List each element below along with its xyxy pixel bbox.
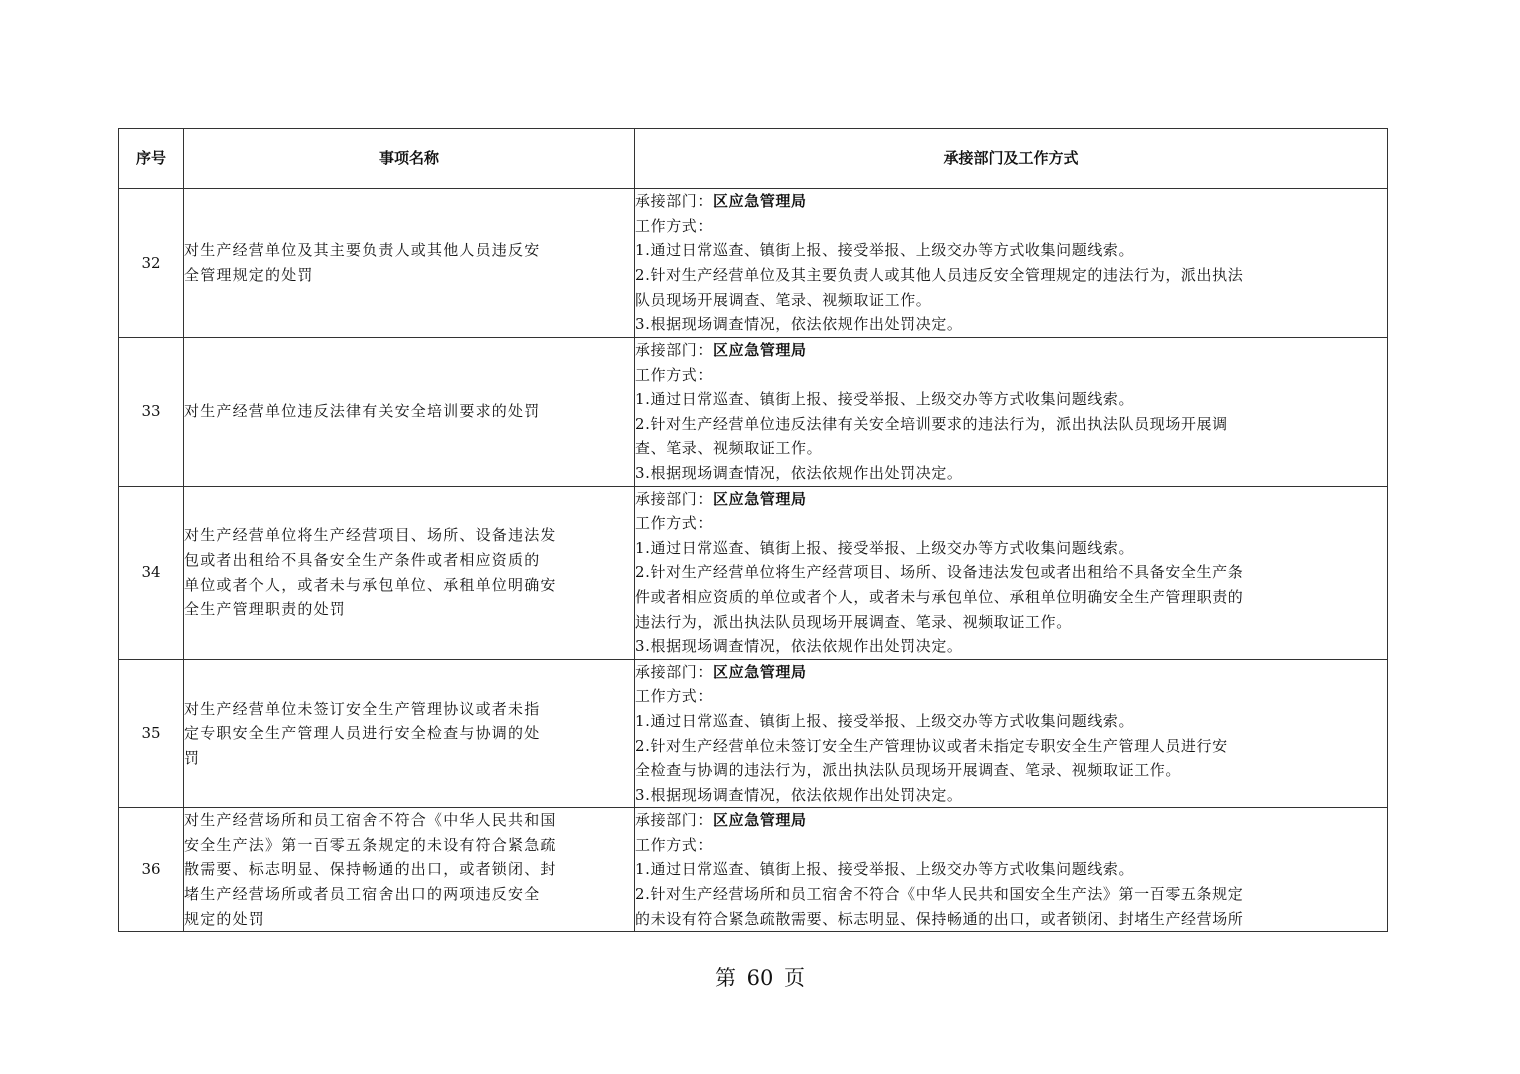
method-line: 工作方式：	[635, 365, 714, 384]
row-name	[184, 338, 635, 487]
method-line: 1.通过日常巡查、镇街上报、接受举报、上级交办等方式收集问题线索。	[635, 390, 1135, 409]
method-line: 违法行为，派出执法队员现场开展调查、笔录、视频取证工作。	[635, 612, 1072, 631]
method-line: 2.针对生产经营单位及其主要负责人或其他人员违反安全管理规定的违法行为，派出执法	[635, 266, 1244, 284]
dept-line	[635, 808, 1387, 833]
dept-name: 区应急管理局	[713, 192, 807, 211]
dept-line	[635, 189, 1387, 214]
method-line: 3.根据现场调查情况，依法依规作出处罚决定。	[635, 315, 963, 334]
method-line: 件或者相应资质的单位或者个人，或者未与承包单位、承租单位明确安全生产管理职责的	[635, 587, 1244, 606]
method-line: 2.针对生产经营单位违反法律有关安全培训要求的违法行为，派出执法队员现场开展调	[635, 414, 1228, 433]
name-line: 对生产经营单位违反法律有关安全培训要求的处罚	[184, 402, 541, 421]
method-line: 工作方式：	[635, 835, 714, 854]
name-line: 堵生产经营场所或者员工宿舍出口的两项违反安全	[184, 885, 541, 904]
method-line: 3.根据现场调查情况，依法依规作出处罚决定。	[635, 463, 963, 482]
row-name	[184, 808, 635, 932]
dept-line	[635, 338, 1387, 363]
method-line: 工作方式：	[635, 687, 714, 706]
dept-name: 区应急管理局	[713, 341, 807, 359]
name-line: 全生产管理职责的处罚	[184, 600, 347, 619]
method-line: 工作方式：	[635, 514, 714, 533]
dept-label: 承接部门：	[635, 341, 714, 359]
dept-name: 区应急管理局	[713, 811, 807, 830]
name-line: 散需要、标志明显、保持畅通的出口，或者锁闭、封	[184, 860, 557, 879]
name-line: 包或者出租给不具备安全生产条件或者相应资质的	[184, 551, 541, 570]
table-row	[119, 338, 1388, 487]
row-method	[635, 659, 1388, 808]
footer-prefix: 第	[714, 966, 736, 990]
row-index: 36	[119, 808, 184, 932]
method-line: 队员现场开展调查、笔录、视频取证工作。	[635, 290, 932, 309]
name-line: 定专职安全生产管理人员进行安全检查与协调的处	[184, 724, 541, 743]
page-number: 60	[746, 966, 774, 990]
method-line: 全检查与协调的违法行为，派出执法队员现场开展调查、笔录、视频取证工作。	[635, 761, 1182, 780]
name-line: 规定的处罚	[184, 909, 266, 928]
page-footer	[0, 962, 1520, 992]
row-method	[635, 486, 1388, 659]
dept-name: 区应急管理局	[713, 489, 807, 508]
row-index: 35	[119, 659, 184, 808]
table-row	[119, 808, 1388, 932]
row-name	[184, 659, 635, 808]
method-line: 2.针对生产经营场所和员工宿舍不符合《中华人民共和国安全生产法》第一百零五条规定	[635, 885, 1244, 904]
dept-line	[635, 660, 1387, 685]
method-line: 2.针对生产经营单位将生产经营项目、场所、设备违法发包或者出租给不具备安全生产条	[635, 563, 1244, 582]
name-line: 对生产经营场所和员工宿舍不符合《中华人民共和国	[184, 811, 557, 830]
name-line: 对生产经营单位未签订安全生产管理协议或者未指	[184, 699, 541, 718]
dept-label: 承接部门：	[635, 662, 714, 681]
method-line: 3.根据现场调查情况，依法依规作出处罚决定。	[635, 785, 963, 804]
name-line: 对生产经营单位及其主要负责人或其他人员违反安	[184, 241, 541, 260]
dept-label: 承接部门：	[635, 192, 714, 211]
row-method	[635, 808, 1388, 932]
method-line: 1.通过日常巡查、镇街上报、接受举报、上级交办等方式收集问题线索。	[635, 538, 1135, 557]
footer-suffix: 页	[784, 966, 806, 990]
dept-label: 承接部门：	[635, 489, 714, 508]
row-index: 34	[119, 486, 184, 659]
dept-label: 承接部门：	[635, 811, 714, 830]
method-line: 工作方式：	[635, 216, 714, 235]
row-name	[184, 486, 635, 659]
method-line: 1.通过日常巡查、镇街上报、接受举报、上级交办等方式收集问题线索。	[635, 860, 1135, 879]
method-line: 的未设有符合紧急疏散需要、标志明显、保持畅通的出口，或者锁闭、封堵生产经营场所	[635, 909, 1244, 928]
method-line: 1.通过日常巡查、镇街上报、接受举报、上级交办等方式收集问题线索。	[635, 241, 1135, 260]
name-line: 全管理规定的处罚	[184, 266, 314, 284]
table-header-row	[119, 129, 1388, 189]
header-method: 承接部门及工作方式	[635, 129, 1388, 189]
items-table	[118, 128, 1388, 932]
method-line: 查、笔录、视频取证工作。	[635, 439, 823, 458]
table-row	[119, 189, 1388, 338]
table-row	[119, 486, 1388, 659]
method-line: 2.针对生产经营单位未签订安全生产管理协议或者未指定专职安全生产管理人员进行安	[635, 736, 1228, 755]
name-line: 安全生产法》第一百零五条规定的未设有符合紧急疏	[184, 835, 557, 854]
row-index: 33	[119, 338, 184, 487]
dept-name: 区应急管理局	[713, 662, 807, 681]
header-name: 事项名称	[184, 129, 635, 189]
row-name	[184, 189, 635, 338]
name-line: 单位或者个人，或者未与承包单位、承租单位明确安	[184, 575, 557, 594]
name-line: 对生产经营单位将生产经营项目、场所、设备违法发	[184, 526, 557, 545]
dept-line	[635, 487, 1387, 512]
row-index: 32	[119, 189, 184, 338]
name-line: 罚	[184, 748, 201, 767]
method-line: 1.通过日常巡查、镇街上报、接受举报、上级交办等方式收集问题线索。	[635, 711, 1135, 730]
table-row	[119, 659, 1388, 808]
header-index: 序号	[119, 129, 184, 189]
method-line: 3.根据现场调查情况，依法依规作出处罚决定。	[635, 637, 963, 656]
row-method	[635, 189, 1388, 338]
row-method	[635, 338, 1388, 487]
